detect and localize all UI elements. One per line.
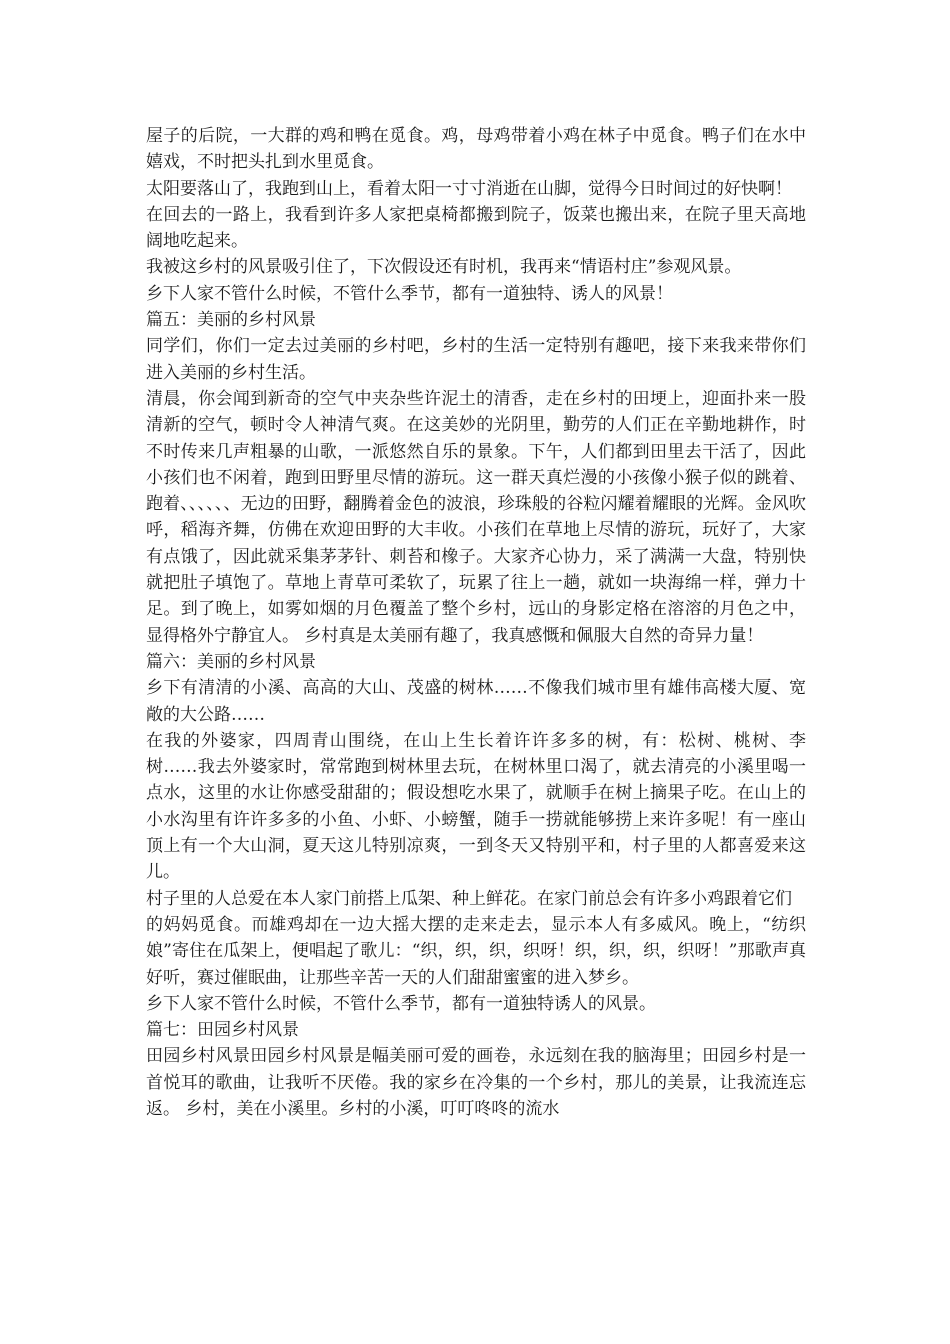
paragraph: 太阳要落山了，我跑到山上，看着太阳一寸寸消逝在山脚，觉得今日时间过的好快啊！ (146, 178, 792, 199)
document-body (146, 123, 806, 1122)
paragraph: 清晨，你会闻到新奇的空气中夹杂些许泥土的清香，走在乡村的田埂上，迎面扑来一股清新的空气，顿时令人神清气爽。在这美妙的光阴里，勤劳的人们正在辛勤地耕作，时不时传来几声粗暴的山歌，一派悠然自乐的景象。下午，人们都到田里去干活了，因此小孩们也不闲着，跑到田野里尽情的游玩。这一群天真烂漫的小孩像小猴子似的跳着、跑着、、、、、、无边的田野，翻腾着金色的波浪，珍珠般的谷粒闪耀着耀眼的光辉。金风吹呼，稻海齐舞，仿佛在欢迎田野的大丰收。小孩们在草地上尽情的游玩，玩好了，大家有点饿了，因此就采集茅茅针、刺苔和橡子。大家齐心协力，采了满满一大盘，特别快就把肚子填饱了。草地上青草可柔软了，玩累了往上一趟，就如一块海绵一样，弹力十足。到了晚上，如雾如烟的月色覆盖了整个乡村，远山的身影定格在溶溶的月色之中，显得格外宁静宜人。 乡村真是太美丽有趣了，我真感慨和佩服大自然的奇异力量！ (146, 388, 806, 646)
paragraph: 乡下人家不管什么时候，不管什么季节，都有一道独特诱人的风景。 (146, 993, 656, 1014)
paragraph: 我被这乡村的风景吸引住了，下次假设还有时机，我再来“情语村庄”参观风景。 (146, 257, 742, 278)
paragraph: 屋子的后院，一大群的鸡和鸭在觅食。鸡，母鸡带着小鸡在林子中觅食。鸭子们在水中嬉戏，不时把头扎到水里觅食。 (146, 126, 806, 173)
paragraph: 在我的外婆家，四周青山围绕，在山上生长着许许多多的树，有：松树、桃树、李树……我去外婆家时，常常跑到树林里去玩，在树林里口渴了，就去清亮的小溪里喝一点水，这里的水让你感受甜甜的；假设想吃水果了，就顺手在树上摘果子吃。在山上的小水沟里有许许多多的小鱼、小虾、小螃蟹，随手一捞就能够捞上来许多呢！有一座山顶上有一个大山洞，夏天这儿特别凉爽，一到冬天又特别平和，村子里的人都喜爱来这儿。 (146, 730, 806, 883)
section-heading: 篇七：田园乡村风景 (146, 1020, 299, 1041)
paragraph: 乡下人家不管什么时候，不管什么季节，都有一道独特、诱人的风景！ (146, 283, 673, 304)
paragraph: 的妈妈觅食。而雄鸡却在一边大摇大摆的走来走去，显示本人有多威风。晚上，“纺织娘”寄住在瓜架上，便唱起了歌儿：“织，织，织，织呀！织，织，织，织呀！”那歌声真好听，赛过催眠曲，让那些辛苦一天的人们甜甜蜜蜜的进入梦乡。 (146, 914, 806, 988)
paragraph: 在回去的一路上，我看到许多人家把桌椅都搬到院子，饭菜也搬出来，在院子里天高地阔地吃起来。 (146, 204, 806, 252)
paragraph: 乡下有清清的小溪、高高的大山、茂盛的树林……不像我们城市里有雄伟高楼大厦、宽敞的大公路…… (146, 678, 806, 725)
paragraph: 田园乡村风景田园乡村风景是幅美丽可爱的画卷，永远刻在我的脑海里；田园乡村是一首悦耳的歌曲，让我听不厌倦。我的家乡在冷集的一个乡村，那儿的美景，让我流连忘返。 乡村，美在小溪里。乡村的小溪，叮叮咚咚的流水 (146, 1046, 806, 1119)
section-heading: 篇六：美丽的乡村风景 (146, 651, 316, 672)
paragraph: 同学们，你们一定去过美丽的乡村吧，乡村的生活一定特别有趣吧，接下来我来带你们进入美丽的乡村生活。 (146, 336, 806, 383)
paragraph: 村子里的人总爱在本人家门前搭上瓜架、种上鲜花。在家门前总会有许多小鸡跟着它们 (146, 888, 792, 909)
section-heading: 篇五：美丽的乡村风景 (146, 310, 316, 331)
